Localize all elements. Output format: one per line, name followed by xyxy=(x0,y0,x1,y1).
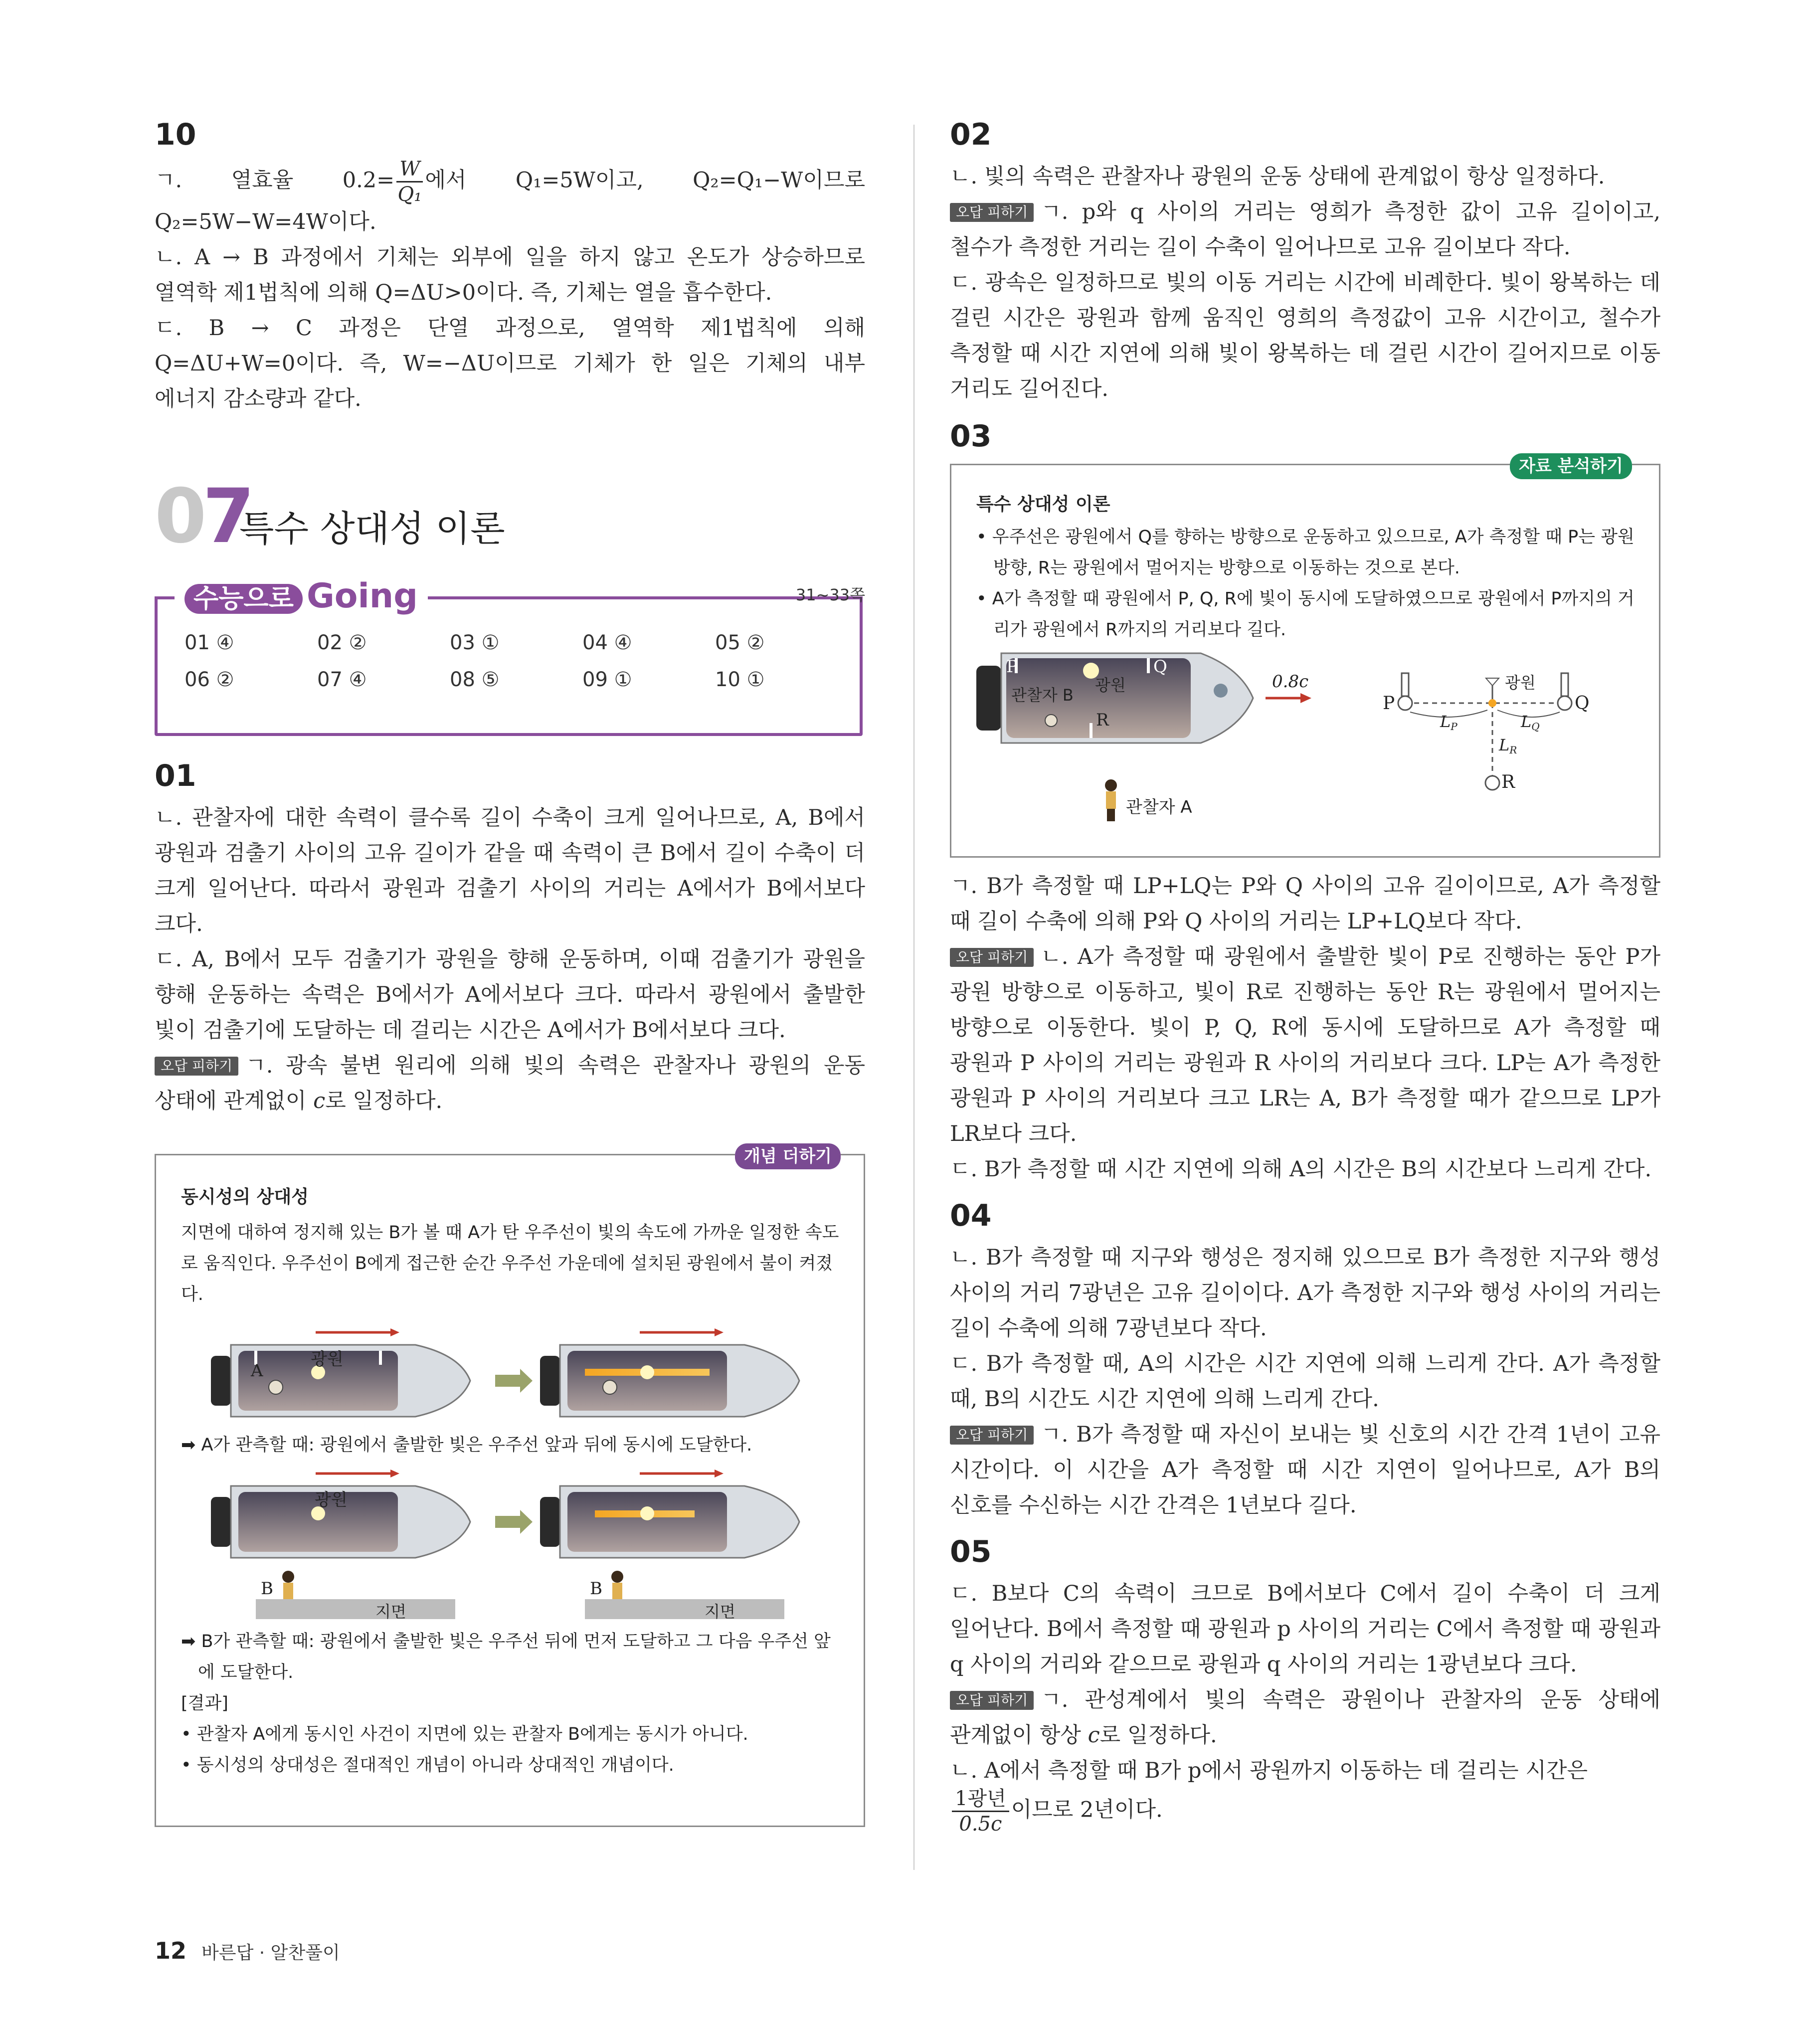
fig-light-in-ship: 광원 xyxy=(1095,676,1126,695)
chapter-title: 특수 상대성 이론 xyxy=(239,508,505,550)
concept-intro: 지면에 대하여 정지해 있는 B가 볼 때 A가 탄 우주선이 빛의 속도에 가까운 일정한 속도로 움직인다. 우주선이 B에게 접근한 순간 우주선 가운데에 설치된 광원에서 불이 켜졌다. xyxy=(181,1223,839,1304)
spaceship xyxy=(976,653,1253,743)
q03-para-3: ㄷ. B가 측정할 때 시간 지연에 의해 A의 시간은 B의 시간보다 느리게 간다. xyxy=(950,1157,1652,1182)
answer-item: 05 ② xyxy=(715,631,765,654)
fig-label-light: 광원 xyxy=(315,1490,348,1510)
fig-r: R xyxy=(1501,772,1515,792)
answer-item: 06 ② xyxy=(184,668,234,691)
observer-a xyxy=(1105,779,1192,821)
detector-r xyxy=(1485,776,1499,790)
going-badge xyxy=(175,576,428,619)
caption-b: ➡ B가 관측할 때: 광원에서 출발한 빛은 우주선 뒤에 먼저 도달하고 그 다음 우주선 앞에 도달한다. xyxy=(181,1632,831,1682)
wrong-answer-tag: 오답 피하기 xyxy=(950,203,1034,222)
q02-para-1: ㄴ. 빛의 속력은 관찰자나 광원의 운동 상태에 관계없이 항상 일정하다. xyxy=(950,164,1605,189)
question-05-number: 05 xyxy=(950,1534,992,1569)
answer-item: 07 ④ xyxy=(317,668,367,691)
spaceship-b-1 xyxy=(211,1470,470,1621)
answer-item: 03 ① xyxy=(450,631,500,654)
q05-para-1: ㄷ. B보다 C의 속력이 크므로 B에서보다 C에서 길이 수축이 더 크게 일어난다. B에서 측정할 때 광원과 p 사이의 거리는 C에서 측정할 때 광원과 q 사이의 거리와 같으므로 광원과 q 사이의 거리는 1광년보다 크다. xyxy=(950,1581,1660,1677)
fig-lp: LP xyxy=(1440,712,1457,733)
result-1: • 관찰자 A에게 동시인 사건이 지면에 있는 관찰자 B에게는 동시가 아니다. xyxy=(181,1724,748,1744)
fig-label-b: B xyxy=(590,1579,602,1599)
q10-p1-start: ㄱ. 열효율 0.2= xyxy=(155,168,395,193)
q04-para-3 xyxy=(950,1417,1660,1523)
fig-label-light: 광원 xyxy=(311,1349,344,1369)
page-footer xyxy=(155,1937,340,1964)
q01-para-3 xyxy=(155,1048,865,1119)
fig-light: 광원 xyxy=(1505,673,1536,692)
q05-c-symbol: c xyxy=(1088,1723,1100,1748)
q05-p2-end: 로 일정하다. xyxy=(1099,1723,1217,1748)
q05-frac-num: 1광년 xyxy=(952,1789,1009,1812)
q05-fraction xyxy=(952,1789,1009,1834)
data-box-title: 특수 상대성 이론 xyxy=(976,494,1110,515)
concept-box xyxy=(155,1146,865,1827)
q01-c-symbol: c xyxy=(313,1089,326,1113)
fig-observer-a: 관찰자 A xyxy=(1126,797,1192,817)
q10-para-2: ㄴ. A → B 과정에서 기체는 외부에 일을 하지 않고 온도가 상승하므로 열역학 제1법칙에 의해 Q=ΔU>0이다. 즉, 기체는 열을 흡수한다. xyxy=(155,245,865,305)
q10-frac-num: W xyxy=(396,159,423,183)
page-number: 12 xyxy=(155,1937,187,1964)
data-bullet-1: • 우주선은 광원에서 Q를 향하는 방향으로 운동하고 있으므로, A가 측정할 때 P는 광원 방향, R는 광원에서 멀어지는 방향으로 이동하는 것으로 본다. xyxy=(976,527,1635,578)
question-10-number: 10 xyxy=(155,117,196,152)
q01-p3-start: ㄱ. 광속 불변 원리에 의해 빛의 속력은 관찰자나 광원의 운동 상태에 관계없이 xyxy=(155,1053,865,1113)
fig-label-a: A xyxy=(251,1361,263,1381)
wrong-answer-tag: 오답 피하기 xyxy=(950,948,1034,967)
spaceship-a-1 xyxy=(211,1328,470,1417)
q03-para-1: ㄱ. B가 측정할 때 LP+LQ는 P와 Q 사이의 고유 길이이므로, A가 측정할 때 길이 수축에 의해 P와 Q 사이의 거리는 LP+LQ보다 작다. xyxy=(950,874,1660,934)
chapter-header xyxy=(155,473,865,560)
result-2: • 동시성의 상대성은 절대적인 개념이 아니라 상대적인 개념이다. xyxy=(181,1755,674,1775)
fig-q: Q xyxy=(1575,693,1590,714)
answer-grid xyxy=(184,631,848,691)
q01-para-2: ㄷ. A, B에서 모두 검출기가 광원을 향해 운동하며, 이때 검출기가 광원을 향해 운동하는 속력은 B에서가 A에서보다 크다. 따라서 광원에서 출발한 빛이 검출기에 도달하는 데 걸리는 시간은 A에서가 B에서보다 크다. xyxy=(155,947,865,1043)
answer-item: 04 ④ xyxy=(582,631,632,654)
answer-item: 01 ④ xyxy=(184,631,234,654)
fig-lr: LR xyxy=(1499,736,1517,756)
q04-para-2: ㄷ. B가 측정할 때, A의 시간은 시간 지연에 의해 느리게 간다. A가 측정할 때, B의 시간도 시간 지연에 의해 느리게 간다. xyxy=(950,1351,1660,1412)
going-badge-english: Going xyxy=(306,576,418,616)
question-02-number: 02 xyxy=(950,117,992,152)
q04-para-1: ㄴ. B가 측정할 때 지구와 행성은 정지해 있으므로 B가 측정한 지구와 행성 사이의 거리 7광년은 고유 길이이다. A가 측정한 지구와 행성 사이의 거리는 길이 수축에 의해 7광년보다 작다. xyxy=(950,1245,1660,1341)
q03-para-2 xyxy=(950,939,1660,1152)
q10-frac-den: Q₁ xyxy=(397,183,422,206)
q05-para-2 xyxy=(950,1682,1660,1753)
answer-item: 02 ② xyxy=(317,631,367,654)
relativity-figure xyxy=(976,648,1635,833)
q05-frac-den: 0.5c xyxy=(959,1813,1002,1836)
going-pages: 31~33쪽 xyxy=(795,585,865,604)
transition-arrow xyxy=(495,1369,533,1393)
q04-p3-text: ㄱ. B가 측정할 때 자신이 보내는 빛 신호의 시간 간격 1년이 고유 시간이다. 이 시간을 A가 측정할 때 시간 지연이 일어나므로, A가 B의 신호를 수신하는 시간 간격은 1년보다 길다. xyxy=(950,1422,1660,1518)
q01-para-1: ㄴ. 관찰자에 대한 속력이 클수록 길이 수축이 크게 일어나므로, A, B에서 광원과 검출기 사이의 고유 길이가 같을 때 속력이 큰 B에서 길이 수축이 더 크게 일어난다. 따라서 광원과 검출기 사이의 거리는 A에서가 B에서보다 크다. xyxy=(155,805,865,936)
light-source xyxy=(1488,699,1496,707)
q05-para-3: ㄴ. A에서 측정할 때 B가 p에서 광원까지 이동하는 데 걸리는 시간은 xyxy=(950,1758,1588,1783)
q01-p3-end: 로 일정하다. xyxy=(325,1089,443,1113)
q03-p2-text: ㄴ. A가 측정할 때 광원에서 출발한 빛이 P로 진행하는 동안 P가 광원 방향으로 이동하고, 빛이 R로 진행하는 동안 R는 광원에서 멀어지는 방향으로 이동한다. 빛이 P, Q, R에 동시에 도달하므로 A가 측정할 때 광원과 P 사이의 거리는 광원과 R 사이의 거리보다 크다. LP는 A가 측정한 광원과 P 사이의 거리보다 크고 LR는 A, B가 측정할 때가 같으므로 LP가 LR보다 크다. xyxy=(950,944,1660,1146)
simultaneity-figure xyxy=(181,1315,839,1624)
data-analysis-label xyxy=(1510,452,1632,477)
left-column xyxy=(155,117,865,1827)
data-analysis-box xyxy=(950,456,1660,858)
distance-diagram xyxy=(1383,673,1590,792)
fig-label-ground: 지면 xyxy=(705,1602,735,1621)
fig-speed: 0.8c xyxy=(1272,672,1309,692)
q02-p2-text: ㄱ. p와 q 사이의 거리는 영희가 측정한 값이 고유 길이이고, 철수가 측정한 거리는 길이 수축이 일어나므로 고유 길이보다 작다. xyxy=(950,199,1660,260)
fig-lq: LQ xyxy=(1521,712,1540,733)
concept-title: 동시성의 상대성 xyxy=(181,1187,309,1207)
going-answer-box xyxy=(155,576,865,738)
chapter-number-seven: 7 xyxy=(202,473,251,560)
wrong-answer-tag: 오답 피하기 xyxy=(950,1691,1034,1710)
column-divider xyxy=(913,125,914,1870)
transition-arrow xyxy=(495,1510,533,1534)
q05-p2-start: ㄱ. 관성계에서 빛의 속력은 광원이나 관찰자의 운동 상태에 관계없이 항상 xyxy=(950,1687,1660,1748)
spaceship-a-2 xyxy=(540,1328,799,1417)
going-badge-korean: 수능으로 xyxy=(184,584,303,614)
fig-p: P xyxy=(1383,693,1395,714)
q02-para-2 xyxy=(950,194,1660,265)
caption-a: ➡ A가 관측할 때: 광원에서 출발한 빛은 우주선 앞과 뒤에 동시에 도달한다. xyxy=(181,1435,752,1455)
fig-r-in-ship: R xyxy=(1096,710,1109,730)
detector-q xyxy=(1558,696,1572,710)
fig-label-ground: 지면 xyxy=(375,1602,406,1621)
concept-label-text: 개념 더하기 xyxy=(735,1143,841,1169)
data-analysis-label-text: 자료 분석하기 xyxy=(1510,453,1632,479)
book-title: 바른답 · 알찬풀이 xyxy=(201,1943,340,1963)
question-03-number: 03 xyxy=(950,419,992,454)
answer-item: 09 ① xyxy=(582,668,632,691)
fig-observer-b: 관찰자 B xyxy=(1011,686,1074,705)
q10-p1-end: 에서 Q₁=5W이고, Q₂=Q₁−W이므로 Q₂=5W−W=4W이다. xyxy=(155,168,865,234)
q10-fraction xyxy=(396,159,423,204)
fig-q-in-ship: Q xyxy=(1153,657,1167,677)
question-04-number: 04 xyxy=(950,1198,992,1233)
q02-para-3: ㄷ. 광속은 일정하므로 빛의 이동 거리는 시간에 비례한다. 빛이 왕복하는 데 걸린 시간은 광원과 함께 움직인 영희의 측정값이 고유 시간이고, 철수가 측정할 때 시간 지연에 의해 빛이 왕복하는 데 걸린 시간이 길어지므로 이동 거리도 길어진다. xyxy=(950,270,1660,401)
data-bullet-2: • A가 측정할 때 광원에서 P, Q, R에 빛이 동시에 도달하였으므로 광원에서 P까지의 거리가 광원에서 R까지의 거리보다 길다. xyxy=(976,589,1635,640)
right-column xyxy=(950,117,1660,1834)
concept-label xyxy=(735,1142,841,1167)
question-01-number: 01 xyxy=(155,758,196,793)
fig-p-in-ship: P xyxy=(1006,657,1018,677)
wrong-answer-tag: 오답 피하기 xyxy=(950,1426,1034,1445)
spaceship-b-2 xyxy=(540,1470,799,1621)
q05-para-4 xyxy=(950,1789,1660,1834)
result-heading: [결과] xyxy=(181,1693,228,1713)
q10-para-1 xyxy=(155,159,865,240)
chapter-number xyxy=(155,473,251,560)
answer-item: 10 ① xyxy=(715,668,765,691)
fig-label-b: B xyxy=(261,1579,273,1599)
chapter-number-zero: 0 xyxy=(155,473,203,560)
answer-item: 08 ⑤ xyxy=(450,668,500,691)
wrong-answer-tag: 오답 피하기 xyxy=(155,1057,238,1076)
q10-para-3: ㄷ. B → C 과정은 단열 과정으로, 열역학 제1법칙에 의해 Q=ΔU+W=0이다. 즉, W=−ΔU이므로 기체가 한 일은 기체의 내부 에너지 감소량과 같다. xyxy=(155,316,865,411)
detector-p xyxy=(1398,696,1412,710)
q05-p4-text: 이므로 2년이다. xyxy=(1011,1797,1163,1823)
